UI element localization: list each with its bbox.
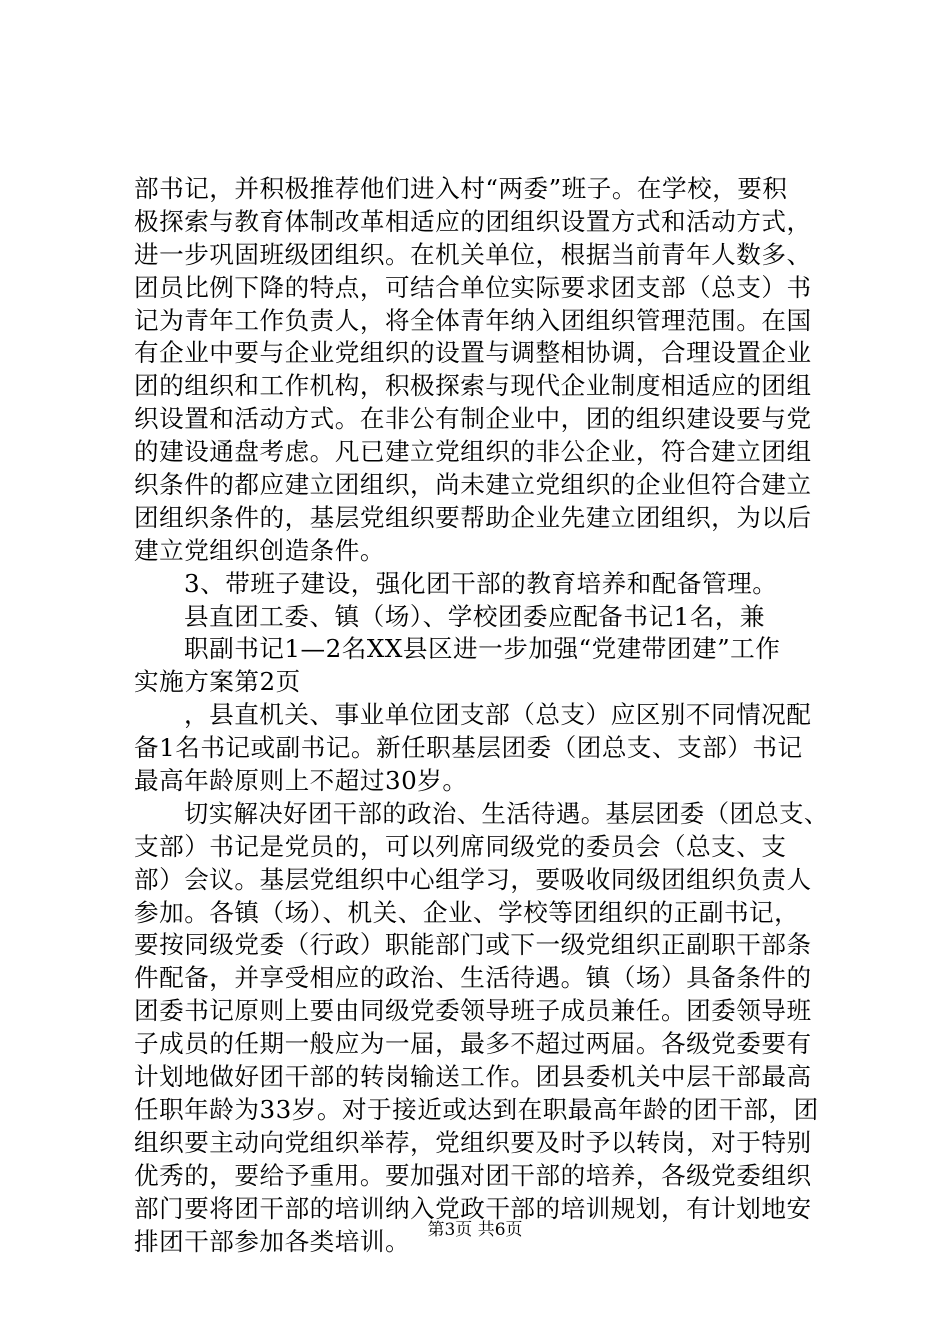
text-line: 记为青年工作负责人，将全体青年纳入团组织管理范围。在国 <box>134 305 812 335</box>
text-line: 进一步巩固班级团组织。在机关单位，根据当前青年人数多、 <box>134 239 812 269</box>
text-line: 部）会议。基层党组织中心组学习，要吸收同级团组织负责人 <box>134 864 812 894</box>
text-line: 排团干部参加各类培训。 <box>134 1226 411 1256</box>
text-line: 3、带班子建设，强化团干部的教育培养和配备管理。 <box>184 568 778 598</box>
text-line: 实施方案第2页 <box>134 667 301 697</box>
text-line: 织条件的都应建立团组织，尚未建立党组织的企业但符合建立 <box>134 470 812 500</box>
text-line: 子成员的任期一般应为一届，最多不超过两届。各级党委要有 <box>134 1029 812 1059</box>
text-line: 部门要将团干部的培训纳入党政干部的培训规划，有计划地安 <box>134 1193 812 1223</box>
text-line: 支部）书记是党员的，可以列席同级党的委员会（总支、支 <box>134 831 787 861</box>
text-line: 职副书记1—2名XX县区进一步加强“党建带团建”工作 <box>184 634 781 664</box>
text-line: 件配备，并享受相应的政治、生活待遇。镇（场）具备条件的 <box>134 963 812 993</box>
text-line: 团组织条件的，基层党组织要帮助企业先建立团组织，为以后 <box>134 502 812 532</box>
text-line: 建立党组织创造条件。 <box>134 535 385 565</box>
text-line: 织设置和活动方式。在非公有制企业中，团的组织建设要与党 <box>134 404 812 434</box>
text-line: 要按同级党委（行政）职能部门或下一级党组织正副职干部条 <box>134 930 812 960</box>
document-body <box>134 173 834 1258</box>
text-line: 极探索与教育体制改革相适应的团组织设置方式和活动方式， <box>134 206 812 236</box>
text-line: 切实解决好团干部的政治、生活待遇。基层团委（团总支、 <box>184 798 829 828</box>
text-line: 任职年龄为33岁。对于接近或达到在职最高年龄的团干部，团 <box>134 1094 819 1124</box>
text-line: 计划地做好团干部的转岗输送工作。团县委机关中层干部最高 <box>134 1062 812 1092</box>
page-footer: 第3页 共6页 <box>427 1220 523 1240</box>
text-line: 的建设通盘考虑。凡已建立党组织的非公企业，符合建立团组 <box>134 437 812 467</box>
text-line: 优秀的，要给予重用。要加强对团干部的培养，各级党委组织 <box>134 1160 812 1190</box>
text-line: 参加。各镇（场）、机关、企业、学校等团组织的正副书记， <box>134 897 800 927</box>
text-line: 团的组织和工作机构，积极探索与现代企业制度相适应的团组 <box>134 371 812 401</box>
text-line: 县直团工委、镇（场）、学校团委应配备书记1名，兼 <box>184 601 766 631</box>
text-line: 有企业中要与企业党组织的设置与调整相协调，合理设置企业 <box>134 338 812 368</box>
text-line: 组织要主动向党组织举荐，党组织要及时予以转岗，对于特别 <box>134 1127 812 1157</box>
text-line: 团员比例下降的特点，可结合单位实际要求团支部（总支）书 <box>134 272 812 302</box>
text-line: 团委书记原则上要由同级党委领导班子成员兼任。团委领导班 <box>134 996 812 1026</box>
text-line: 部书记，并积极推荐他们进入村“两委”班子。在学校，要积 <box>134 174 788 203</box>
text-line: 最高年龄原则上不超过30岁。 <box>134 766 468 796</box>
text-line: 备1名书记或副书记。新任职基层团委（团总支、支部）书记 <box>134 733 803 763</box>
text-line: ，县直机关、事业单位团支部（总支）应区别不同情况配 <box>184 700 812 730</box>
